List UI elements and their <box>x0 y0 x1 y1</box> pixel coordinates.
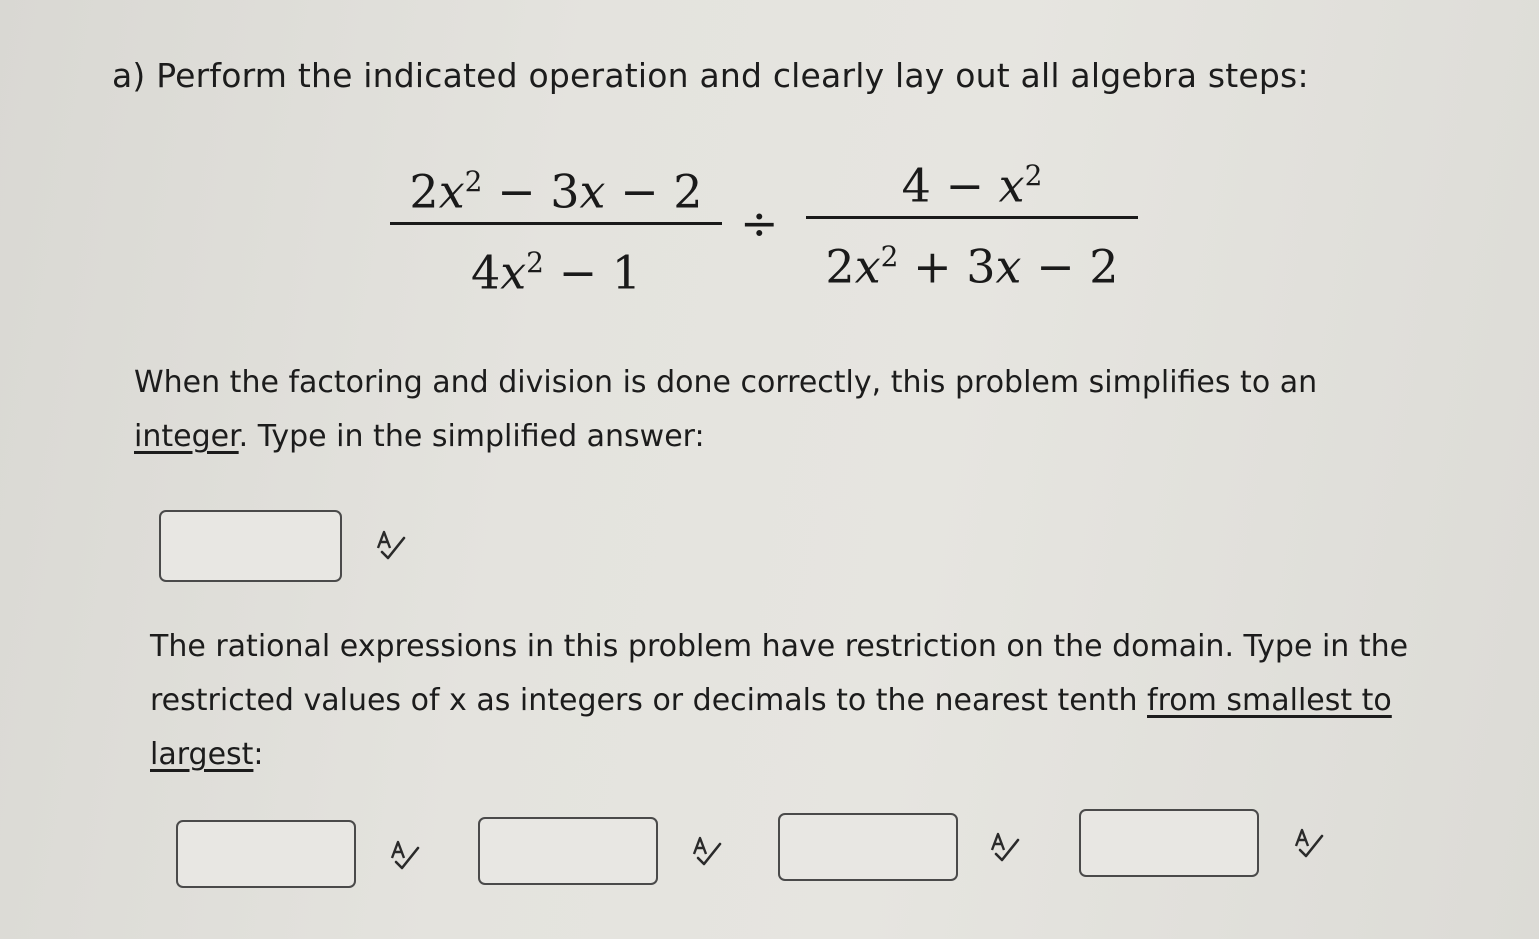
restricted-value-input-1[interactable] <box>176 820 356 888</box>
domain-restriction-instruction <box>150 620 1410 782</box>
right-numerator <box>901 144 1043 213</box>
exponent: 2 <box>1024 159 1043 192</box>
question-heading <box>112 56 1309 95</box>
spell-check-icon[interactable] <box>690 834 724 868</box>
variable: x <box>500 245 527 300</box>
exponent: 2 <box>464 165 483 198</box>
question-label: a) <box>112 56 146 95</box>
spell-check-icon[interactable] <box>388 838 422 872</box>
spell-check-icon[interactable] <box>1292 826 1326 860</box>
simplify-instruction <box>134 356 1384 464</box>
term: 2 <box>825 239 855 294</box>
left-denominator <box>470 231 642 300</box>
instruction-text: : <box>253 737 264 772</box>
term: + 3 <box>898 239 996 294</box>
instruction-emphasis: from smallest to largest <box>150 683 1392 772</box>
question-heading-text: Perform the indicated operation and clearly lay out all algebra steps: <box>156 56 1309 95</box>
term: − 3 <box>482 164 580 219</box>
spell-check-icon[interactable] <box>374 528 408 562</box>
instruction-text: . Type in the simplified answer: <box>238 419 705 454</box>
exponent: 2 <box>880 240 899 273</box>
variable: x <box>998 158 1025 213</box>
exponent: 2 <box>526 246 544 279</box>
term: 4 − <box>901 158 999 213</box>
spell-check-icon[interactable] <box>988 830 1022 864</box>
instruction-emphasis: integer <box>134 419 239 454</box>
left-fraction <box>390 150 722 300</box>
right-fraction <box>806 144 1138 294</box>
variable: x <box>854 239 881 294</box>
left-numerator <box>409 150 703 219</box>
simplified-answer-input[interactable] <box>159 510 342 582</box>
restricted-value-input-3[interactable] <box>778 813 958 881</box>
right-denominator <box>825 225 1119 294</box>
term: 2 <box>409 164 439 219</box>
variable: x <box>579 164 606 219</box>
restricted-value-input-2[interactable] <box>478 817 658 885</box>
variable: x <box>995 239 1022 294</box>
instruction-text: The rational expressions in this problem have restriction on the domain. Type in the restricted values of x as integers or decimals to the nearest tenth <box>150 629 1409 718</box>
rational-expression <box>390 150 1150 310</box>
fraction-bar <box>390 222 722 225</box>
variable: x <box>438 164 465 219</box>
term: − 2 <box>1021 239 1119 294</box>
term: − 1 <box>544 245 642 300</box>
fraction-bar <box>806 216 1138 219</box>
term: − 2 <box>605 164 703 219</box>
instruction-text: When the factoring and division is done correctly, this problem simplifies to an <box>134 365 1318 400</box>
restricted-value-input-4[interactable] <box>1079 809 1259 877</box>
division-operator: ÷ <box>740 196 779 250</box>
term: 4 <box>470 245 501 300</box>
